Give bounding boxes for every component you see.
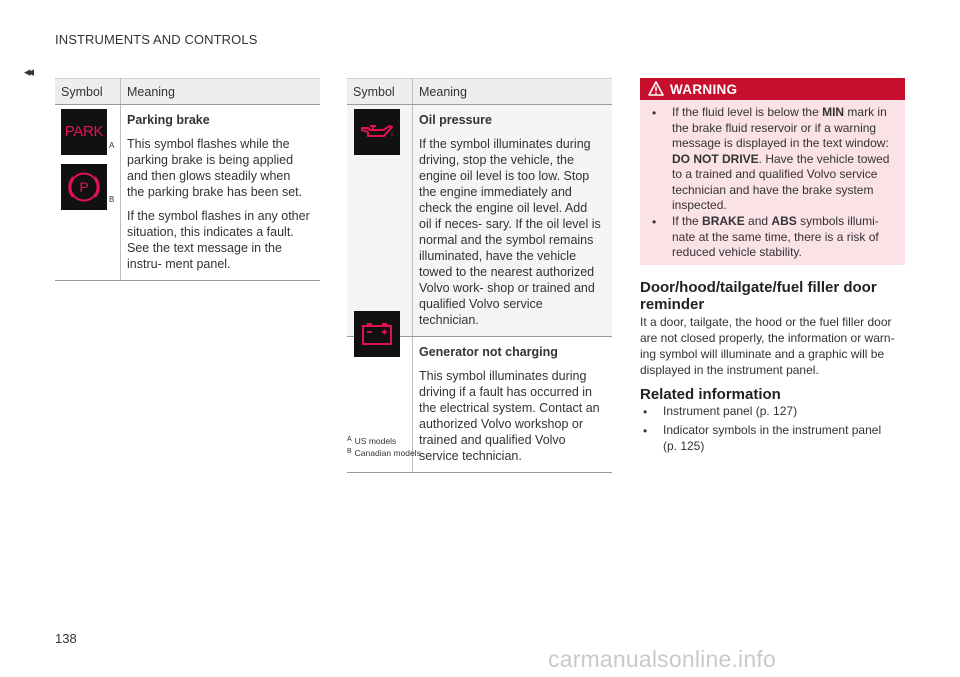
reminder-text: It a door, tailgate, the hood or the fuel filler door are not closed properly, the information or warn- ing symbol will illuminate and a graphic will be displayed in the instrument panel.	[640, 315, 895, 377]
reminder-heading: Door/hood/tailgate/fuel filler door reminder	[640, 279, 877, 313]
watermark: carmanualsonline.info	[548, 646, 776, 672]
meaning-cell	[121, 105, 321, 281]
footnote-text: Canadian models	[354, 448, 421, 458]
p-glyph: P	[79, 179, 89, 195]
col-symbol-header: Symbol	[347, 79, 413, 105]
warning-box	[640, 78, 905, 265]
warning-header	[640, 78, 905, 100]
col-meaning-header: Meaning	[413, 79, 613, 105]
brake-circle-icon	[61, 164, 107, 210]
back-arrows-icon[interactable]: ◂◂	[24, 64, 32, 79]
col-meaning-header: Meaning	[121, 79, 321, 105]
warning-bullet-1: If the fluid level is below the MIN mark in the brake fluid reservoir or if a warning message is displayed in the text window: DO NOT DRIVE. Have the vehicle towed to a trained and qualified Volvo service technician and have the brake system inspected.	[672, 105, 890, 212]
row-text: This symbol flashes while the parking brake is being applied and then glows steadily when the parking brake has been set.	[127, 137, 303, 199]
bullet-dot: •	[643, 424, 648, 438]
footnote-marker: A	[109, 141, 115, 150]
warning-label: WARNING	[670, 82, 738, 97]
footnote-text: US models	[354, 436, 397, 446]
battery-shape	[354, 311, 400, 357]
row-title: Oil pressure	[419, 113, 492, 127]
footnote	[347, 448, 421, 458]
footnote-mark: A	[347, 436, 352, 443]
row-text: If the symbol flashes in any other situation, this indicates a fault. See the text message in the instru- ment panel.	[127, 209, 310, 271]
battery-icon	[354, 311, 400, 357]
col-symbol-header: Symbol	[55, 79, 121, 105]
row-title: Parking brake	[127, 113, 210, 127]
page-header: INSTRUMENTS AND CONTROLS	[55, 32, 258, 47]
row-title: Generator not charging	[419, 345, 558, 359]
footnote	[347, 436, 396, 446]
related-heading: Related information	[640, 386, 781, 403]
row-text: If the symbol illuminates during driving, stop the vehicle, the engine oil level is too low. Stop the engine immediately and check the engine oil level. Add oil if neces- sary. If the oil level is normal and the symbol remains illuminated, have the vehicle towed to the nearest authorized Volvo work- shop or trained and qualified Volvo service technician.	[419, 137, 601, 327]
bullet-dot: •	[652, 215, 657, 229]
meaning-cell	[413, 105, 613, 337]
bullet-dot: •	[643, 405, 648, 419]
oil-can-shape	[354, 109, 400, 155]
park-label: PARK	[64, 123, 104, 140]
park-brake-icon	[61, 109, 107, 155]
related-link-1[interactable]: Instrument panel (p. 127)	[663, 404, 798, 418]
footnote-mark: B	[347, 448, 352, 455]
related-link-2[interactable]: Indicator symbols in the instrument panel (p. 125)	[663, 423, 882, 453]
warning-triangle-icon	[648, 81, 664, 96]
oil-can-icon	[354, 109, 400, 155]
meaning-cell	[413, 337, 613, 473]
page-number: 138	[55, 631, 77, 646]
footnote-marker: B	[109, 195, 115, 204]
bullet-dot: •	[652, 106, 657, 120]
row-text: This symbol illuminates during driving if a fault has occurred in the electrical system. Contact an authorized Volvo workshop or trained and qualified Volvo service technician.	[419, 369, 600, 463]
warning-bullet-2: If the BRAKE and ABS symbols illumi- nate at the same time, there is a risk of reduced vehicle stability.	[672, 214, 879, 259]
